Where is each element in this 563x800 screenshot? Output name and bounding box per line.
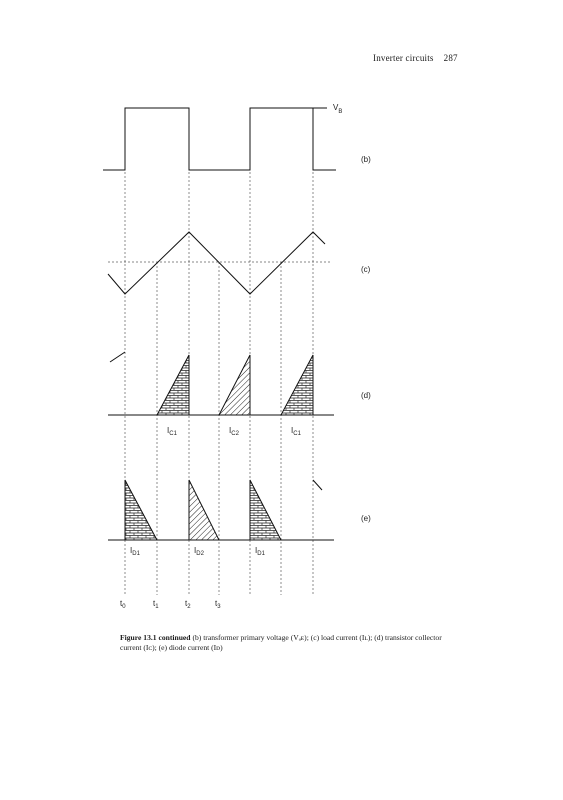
- diode-current-waveform: [108, 480, 334, 540]
- caption-text: (b) transformer primary voltage (Vₐᴇ); (c) load current (Iʟ); (d) transistor collector current (Iᴄ); (e) diode current (Iᴅ): [120, 633, 442, 652]
- collector-pulse-2: [219, 355, 250, 415]
- diode-label-1: $I_{D1}$: [130, 546, 140, 557]
- time-label-t3: $t_3$: [215, 599, 221, 610]
- collector-label-1: $I_{C1}$: [167, 426, 177, 437]
- collector-pulse-3: [281, 355, 313, 415]
- collector-current-waveform: [108, 352, 334, 415]
- collector-label-2: $I_{C2}$: [229, 426, 239, 437]
- collector-pulse-1: [157, 355, 189, 415]
- running-title: Inverter circuits: [373, 53, 434, 63]
- page-number: 287: [443, 53, 458, 63]
- time-label-t1: $t_1$: [153, 599, 159, 610]
- collector-label-3: $I_{C1}$: [291, 426, 301, 437]
- diode-pulse-1: [125, 480, 157, 540]
- diode-pulse-3: [250, 480, 281, 540]
- vb-label: $V_B$: [333, 103, 343, 115]
- panel-label-c: (c): [361, 265, 371, 274]
- time-label-t0: $t_0$: [120, 599, 126, 610]
- time-label-t2: $t_2$: [185, 599, 191, 610]
- figure-reference: Figure 13.1 continued: [120, 633, 191, 642]
- panel-label-d: (d): [361, 391, 371, 400]
- panel-label-b: (b): [361, 155, 371, 164]
- panel-label-e: (e): [361, 514, 371, 523]
- diode-label-2: $I_{D2}$: [194, 546, 204, 557]
- figure-caption: [120, 633, 450, 653]
- load-current-waveform: [108, 232, 330, 294]
- diode-label-3: $I_{D1}$: [255, 546, 265, 557]
- time-guide-lines: [125, 108, 313, 595]
- voltage-waveform: [103, 108, 336, 170]
- diode-pulse-2: [189, 480, 219, 540]
